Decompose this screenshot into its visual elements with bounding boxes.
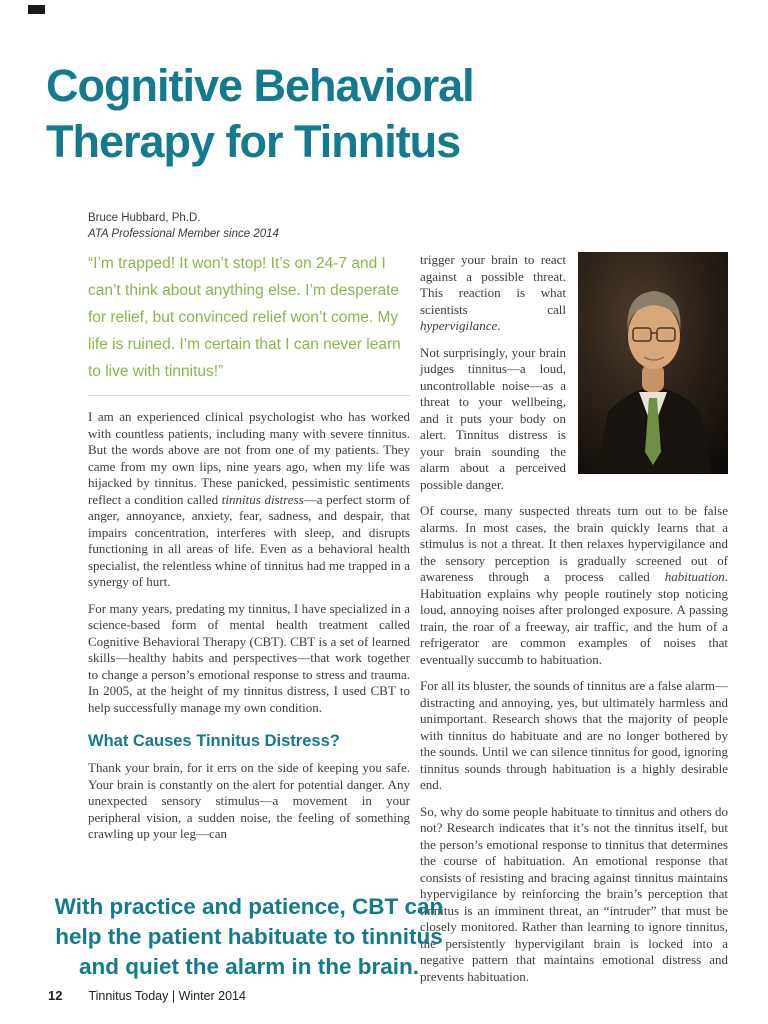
article-title-line1: Cognitive Behavioral — [46, 60, 474, 111]
right-column — [420, 252, 728, 995]
lead-quote: “I’m trapped! It won’t stop! It’s on 24-7 and I can’t think about anything else. I’m desperate for relief, but convinced relief won’t come. My life is ruined. I’m certain that I can never learn to live with tinnitus!” — [88, 250, 410, 396]
body-paragraph: trigger your brain to react against a possible threat. This reaction is what scientists call hypervigilance. — [420, 252, 566, 333]
article-title — [46, 58, 474, 170]
byline — [88, 210, 279, 242]
body-paragraph: For many years, predating my tinnitus, I have specialized in a science-based form of mental health treatment called Cognitive Behavioral Therapy (CBT). CBT is a set of learned skills—healthy habits and perspectives—that work together to change a person’s emotional response to stress and trauma. In 2005, at the height of my tinnitus distress, I used CBT to help successfully manage my own condition. — [88, 600, 410, 715]
body-paragraph: Thank your brain, for it errs on the side of keeping you safe. Your brain is constantly on the alert for potential danger. Any unexpected sensory stimulus—a movement in your peripheral vision, a sudden noise, the feeling of something crawling up your leg—can — [88, 760, 410, 841]
author-affiliation: ATA Professional Member since 2014 — [88, 228, 279, 240]
section-heading: What Causes Tinnitus Distress? — [88, 732, 340, 750]
section-paragraphs — [88, 760, 410, 843]
left-column — [88, 250, 410, 853]
print-registration-mark — [28, 5, 45, 14]
body-paragraph: I am an experienced clinical psychologist who has worked with countless patients, including many with severe tinnitus. But the words above are not from one of my patients. They came from my own lips, nine years ago, when my life was hijacked by tinnitus. These panicked, pessimistic sentiments reflect a condition called tinnitus distress—a perfect storm of anger, annoyance, anxiety, fear, sadness, and despair, that impairs concentration, interferes with sleep, and disrupts functioning in all areas of life. Even as a behavioral health specialist, the relentless whine of tinnitus had me trapped in a synergy of hurt. — [88, 409, 410, 589]
body-paragraph: Of course, many suspected threats turn out to be false alarms. In most cases, the brain quickly learns that a stimulus is not a threat. It then relaxes hypervigilance and the sensory perception is gradually screened out of awareness through a process called habituation. Habituation explains why people routinely stop noticing loud, annoying noises after prolonged exposure. A passing train, the roar of a freeway, air traffic, and the hum of a refrigerator are common examples of noises that eventually succumb to habituation. — [420, 503, 728, 667]
body-paragraph: So, why do some people habituate to tinnitus and others do not? Research indicates that it’s not the tinnitus itself, but the person’s emotional response to tinnitus that determines the course of habituation. An emotional response that consists of resisting and bracing against tinnitus maintains hypervigilance by reinforcing the brain’s perception that tinnitus is an imminent threat, an “intruder” that must be closely monitored. Rather than learning to ignore tinnitus, the persistently hypervigilant brain is locked into a negative pattern that maintains emotional distress and prevents habituation. — [420, 803, 728, 984]
body-paragraph: Not surprisingly, your brain judges tinnitus—a loud, uncontrollable noise—as a threat to your wellbeing, and it puts your body on alert. Tinnitus distress is your brain sounding the alarm about a perceived possible danger. — [420, 344, 566, 492]
page-number: 12 — [48, 988, 63, 1003]
body-paragraph: For all its bluster, the sounds of tinnitus are a false alarm—distracting and annoying, yes, but ultimately harmless and unimportant. Research shows that the majority of people with tinnitus do habituate and are no longer bothered by the sounds. Until we can silence tinnitus for good, ignoring tinnitus sounds through habituation is a highly desirable end. — [420, 678, 728, 792]
author-photo — [578, 252, 728, 474]
author-name: Bruce Hubbard, Ph.D. — [88, 212, 201, 224]
article-title-line2: Therapy for Tinnitus — [46, 116, 461, 167]
intro-paragraphs — [88, 409, 410, 716]
publication-line: Tinnitus Today | Winter 2014 — [88, 989, 246, 1003]
page-footer — [48, 988, 246, 1003]
pull-quote: With practice and patience, CBT can help the patient habituate to tinnitus and quiet the alarm in the brain. — [54, 894, 444, 979]
